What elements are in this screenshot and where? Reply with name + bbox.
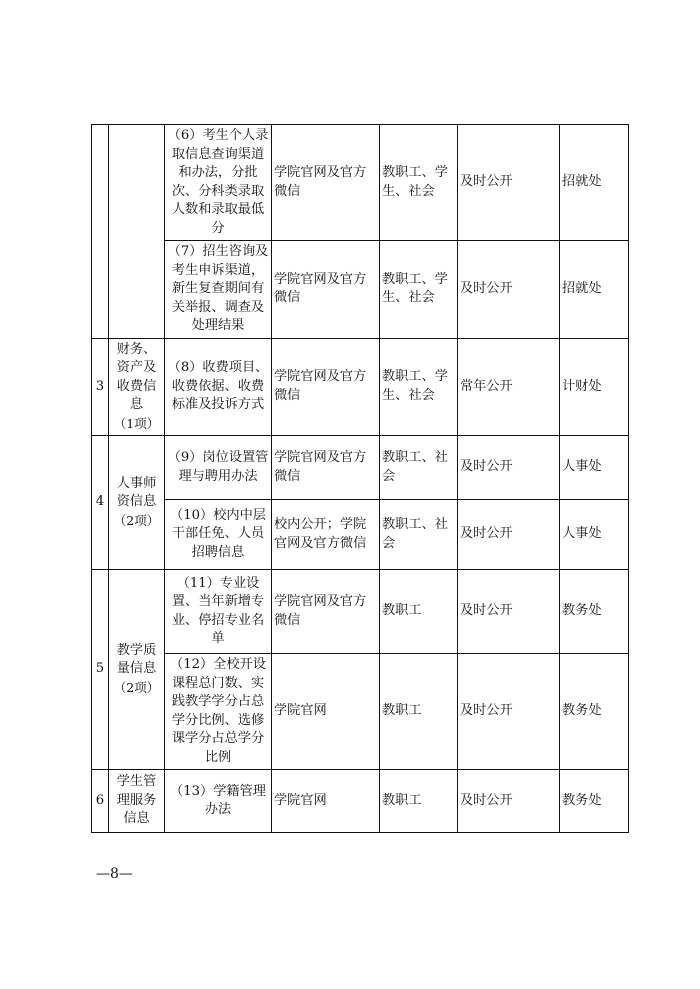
category-cell [109,338,165,436]
row-number-cell: 4 [92,436,109,570]
channel-cell: 学院官网 [272,770,380,833]
audience-cell: 教职工 [380,654,458,770]
audience-cell: 教职工 [380,770,458,833]
category-cell [109,770,165,833]
audience-cell: 教职工 [380,570,458,654]
row-number-cell: 5 [92,570,109,770]
audience-cell: 教职工、学生、社会 [380,241,458,339]
department-cell: 教务处 [560,770,629,833]
timing-cell: 及时公开 [458,570,560,654]
item-cell: （7）招生咨询及考生申诉渠道，新生复查期间有关举报、调查及处理结果 [165,241,272,339]
department-cell: 教务处 [560,654,629,770]
row-number-cell [92,125,109,339]
category-name: 人事师资信息 [116,475,157,510]
item-cell: （6）考生个人录取信息查询渠道和办法，分批次、分科类录取人数和录取最低分 [165,125,272,241]
category-name: 财务、资产及收费信息 [116,341,157,412]
channel-cell: 学院官网 [272,654,380,770]
item-cell: （8）收费项目、收费依据、收费标准及投诉方式 [165,338,272,436]
audience-cell: 教职工、社会 [380,436,458,500]
timing-cell: 及时公开 [458,770,560,833]
department-cell: 招就处 [560,125,629,241]
category-cell [109,436,165,570]
table-row [92,654,629,770]
department-cell: 计财处 [560,338,629,436]
channel-cell: 学院官网及官方微信 [272,570,380,654]
table-row [92,241,629,339]
page-number: —8— [96,866,133,882]
category-count: （2项） [113,679,160,695]
table-row [92,338,629,436]
channel-cell: 学院官网及官方微信 [272,436,380,500]
department-cell: 教务处 [560,570,629,654]
table-row [92,125,629,241]
department-cell: 招就处 [560,241,629,339]
department-cell: 人事处 [560,500,629,570]
category-name: 教学质量信息 [116,642,157,677]
audience-cell: 教职工、社会 [380,500,458,570]
timing-cell: 及时公开 [458,654,560,770]
channel-cell: 校内公开；学院官网及官方微信 [272,500,380,570]
timing-cell: 及时公开 [458,436,560,500]
timing-cell: 及时公开 [458,500,560,570]
timing-cell: 及时公开 [458,125,560,241]
audience-cell: 教职工、学生、社会 [380,338,458,436]
item-cell: （9）岗位设置管理与聘用办法 [165,436,272,500]
table-row [92,770,629,833]
table-row [92,500,629,570]
audience-cell: 教职工、学生、社会 [380,125,458,241]
table-row [92,570,629,654]
channel-cell: 学院官网及官方微信 [272,125,380,241]
channel-cell: 学院官网及官方微信 [272,338,380,436]
timing-cell: 常年公开 [458,338,560,436]
row-number-cell: 6 [92,770,109,833]
info-disclosure-table [91,124,629,833]
category-cell [109,570,165,770]
department-cell: 人事处 [560,436,629,500]
category-cell [109,125,165,339]
table-row [92,436,629,500]
item-cell: （10）校内中层干部任免、人员招聘信息 [165,500,272,570]
item-cell: （13）学籍管理办法 [165,770,272,833]
timing-cell: 及时公开 [458,241,560,339]
item-cell: （11）专业设置、当年新增专业、停招专业名单 [165,570,272,654]
item-cell: （12）全校开设课程总门数、实践教学学分占总学分比例、选修课学分占总学分比例 [165,654,272,770]
category-count: （1项） [113,415,160,431]
category-count: （2项） [113,512,160,528]
category-name: 学生管理服务信息 [116,774,157,827]
channel-cell: 学院官网及官方微信 [272,241,380,339]
row-number-cell: 3 [92,338,109,436]
